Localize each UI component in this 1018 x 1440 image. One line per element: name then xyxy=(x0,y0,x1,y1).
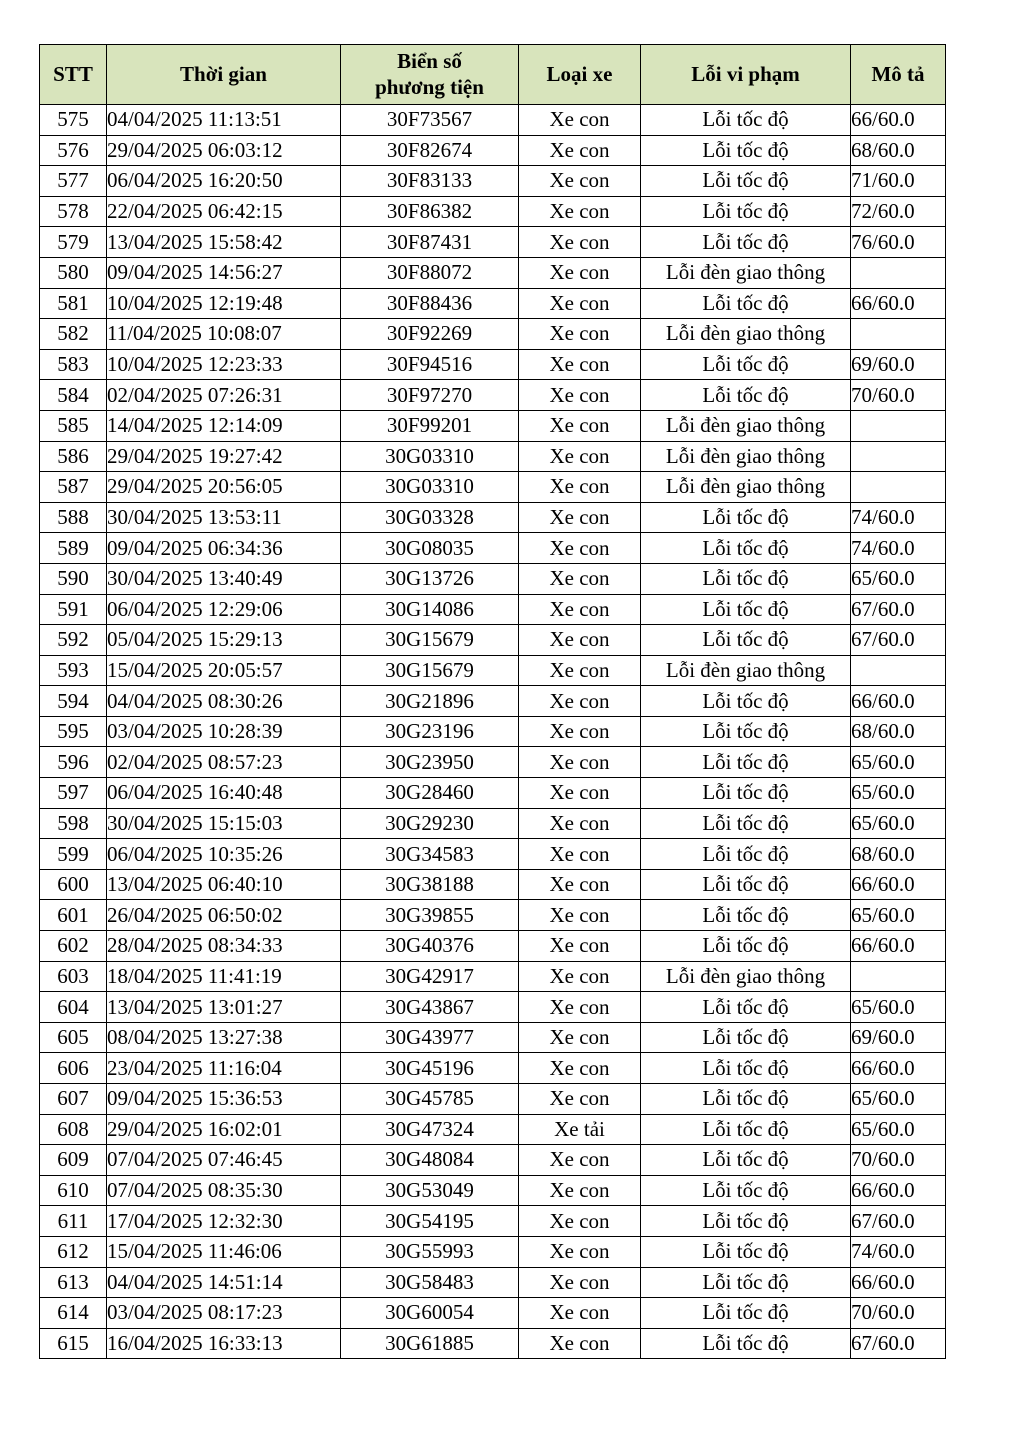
table-row xyxy=(40,380,946,411)
header-plate xyxy=(341,45,519,105)
cell-vehicle-type: Xe con xyxy=(519,105,641,136)
cell-violation: Lỗi tốc độ xyxy=(641,716,851,747)
cell-description: 70/60.0 xyxy=(851,1298,946,1329)
cell-description: 70/60.0 xyxy=(851,380,946,411)
cell-description: 65/60.0 xyxy=(851,1084,946,1115)
cell-description: 69/60.0 xyxy=(851,349,946,380)
cell-violation: Lỗi tốc độ xyxy=(641,196,851,227)
cell-vehicle-type: Xe con xyxy=(519,533,641,564)
table-row xyxy=(40,1022,946,1053)
table-row xyxy=(40,441,946,472)
cell-time: 04/04/2025 08:30:26 xyxy=(107,686,341,717)
cell-stt: 595 xyxy=(40,716,107,747)
cell-violation: Lỗi tốc độ xyxy=(641,778,851,809)
cell-time: 23/04/2025 11:16:04 xyxy=(107,1053,341,1084)
cell-time: 30/04/2025 15:15:03 xyxy=(107,808,341,839)
cell-description: 65/60.0 xyxy=(851,1114,946,1145)
cell-time: 15/04/2025 11:46:06 xyxy=(107,1236,341,1267)
table-row xyxy=(40,196,946,227)
table-row xyxy=(40,778,946,809)
cell-plate: 30G15679 xyxy=(341,655,519,686)
cell-stt: 580 xyxy=(40,257,107,288)
cell-violation: Lỗi tốc độ xyxy=(641,135,851,166)
cell-time: 09/04/2025 15:36:53 xyxy=(107,1084,341,1115)
header-stt: STT xyxy=(40,45,107,105)
cell-stt: 611 xyxy=(40,1206,107,1237)
cell-vehicle-type: Xe con xyxy=(519,1175,641,1206)
cell-plate: 30G23196 xyxy=(341,716,519,747)
table-row xyxy=(40,655,946,686)
cell-time: 29/04/2025 16:02:01 xyxy=(107,1114,341,1145)
table-row xyxy=(40,257,946,288)
cell-stt: 582 xyxy=(40,319,107,350)
cell-vehicle-type: Xe con xyxy=(519,227,641,258)
cell-time: 17/04/2025 12:32:30 xyxy=(107,1206,341,1237)
cell-violation: Lỗi tốc độ xyxy=(641,349,851,380)
cell-description xyxy=(851,319,946,350)
cell-plate: 30F73567 xyxy=(341,105,519,136)
table-row xyxy=(40,410,946,441)
cell-stt: 581 xyxy=(40,288,107,319)
cell-violation: Lỗi tốc độ xyxy=(641,1175,851,1206)
table-row xyxy=(40,105,946,136)
header-description: Mô tả xyxy=(851,45,946,105)
cell-plate: 30G47324 xyxy=(341,1114,519,1145)
cell-violation: Lỗi đèn giao thông xyxy=(641,319,851,350)
cell-description: 66/60.0 xyxy=(851,105,946,136)
cell-vehicle-type: Xe con xyxy=(519,594,641,625)
cell-description: 66/60.0 xyxy=(851,869,946,900)
cell-time: 26/04/2025 06:50:02 xyxy=(107,900,341,931)
cell-vehicle-type: Xe con xyxy=(519,166,641,197)
header-time: Thời gian xyxy=(107,45,341,105)
cell-vehicle-type: Xe con xyxy=(519,349,641,380)
cell-description: 65/60.0 xyxy=(851,900,946,931)
cell-description: 67/60.0 xyxy=(851,625,946,656)
cell-plate: 30F87431 xyxy=(341,227,519,258)
cell-violation: Lỗi tốc độ xyxy=(641,1267,851,1298)
cell-time: 07/04/2025 08:35:30 xyxy=(107,1175,341,1206)
cell-time: 13/04/2025 15:58:42 xyxy=(107,227,341,258)
cell-violation: Lỗi tốc độ xyxy=(641,1206,851,1237)
cell-vehicle-type: Xe con xyxy=(519,1267,641,1298)
table-body xyxy=(40,105,946,1359)
cell-stt: 602 xyxy=(40,931,107,962)
cell-vehicle-type: Xe con xyxy=(519,1206,641,1237)
cell-violation: Lỗi đèn giao thông xyxy=(641,655,851,686)
cell-plate: 30G55993 xyxy=(341,1236,519,1267)
cell-stt: 614 xyxy=(40,1298,107,1329)
table-row xyxy=(40,1114,946,1145)
table-row xyxy=(40,166,946,197)
cell-violation: Lỗi tốc độ xyxy=(641,686,851,717)
cell-violation: Lỗi tốc độ xyxy=(641,1053,851,1084)
cell-plate: 30F97270 xyxy=(341,380,519,411)
cell-plate: 30G03310 xyxy=(341,472,519,503)
cell-time: 07/04/2025 07:46:45 xyxy=(107,1145,341,1176)
cell-vehicle-type: Xe con xyxy=(519,288,641,319)
cell-stt: 605 xyxy=(40,1022,107,1053)
table-row xyxy=(40,563,946,594)
cell-violation: Lỗi tốc độ xyxy=(641,992,851,1023)
cell-description: 71/60.0 xyxy=(851,166,946,197)
cell-description xyxy=(851,257,946,288)
cell-plate: 30F86382 xyxy=(341,196,519,227)
header-plate-line1: Biển số xyxy=(397,49,462,74)
cell-description: 76/60.0 xyxy=(851,227,946,258)
cell-description: 74/60.0 xyxy=(851,1236,946,1267)
table-row xyxy=(40,747,946,778)
header-row xyxy=(40,45,946,105)
cell-plate: 30G28460 xyxy=(341,778,519,809)
cell-time: 15/04/2025 20:05:57 xyxy=(107,655,341,686)
cell-time: 06/04/2025 12:29:06 xyxy=(107,594,341,625)
cell-plate: 30G14086 xyxy=(341,594,519,625)
cell-vehicle-type: Xe con xyxy=(519,808,641,839)
cell-violation: Lỗi tốc độ xyxy=(641,166,851,197)
cell-description: 67/60.0 xyxy=(851,594,946,625)
cell-vehicle-type: Xe con xyxy=(519,1298,641,1329)
cell-description: 65/60.0 xyxy=(851,747,946,778)
cell-description: 68/60.0 xyxy=(851,135,946,166)
cell-description xyxy=(851,655,946,686)
cell-violation: Lỗi tốc độ xyxy=(641,1114,851,1145)
cell-vehicle-type: Xe con xyxy=(519,625,641,656)
cell-time: 13/04/2025 06:40:10 xyxy=(107,869,341,900)
cell-vehicle-type: Xe con xyxy=(519,563,641,594)
cell-vehicle-type: Xe con xyxy=(519,257,641,288)
table-row xyxy=(40,869,946,900)
cell-stt: 597 xyxy=(40,778,107,809)
cell-plate: 30G54195 xyxy=(341,1206,519,1237)
table-row xyxy=(40,1236,946,1267)
cell-plate: 30G15679 xyxy=(341,625,519,656)
table-row xyxy=(40,1298,946,1329)
cell-stt: 600 xyxy=(40,869,107,900)
violations-table xyxy=(39,44,946,1359)
cell-time: 30/04/2025 13:40:49 xyxy=(107,563,341,594)
cell-stt: 591 xyxy=(40,594,107,625)
table-row xyxy=(40,349,946,380)
cell-violation: Lỗi tốc độ xyxy=(641,1328,851,1359)
cell-description: 67/60.0 xyxy=(851,1328,946,1359)
cell-violation: Lỗi tốc độ xyxy=(641,869,851,900)
cell-description xyxy=(851,472,946,503)
cell-plate: 30G42917 xyxy=(341,961,519,992)
table-row xyxy=(40,625,946,656)
cell-vehicle-type: Xe con xyxy=(519,1053,641,1084)
table-row xyxy=(40,288,946,319)
cell-plate: 30G43867 xyxy=(341,992,519,1023)
cell-time: 29/04/2025 20:56:05 xyxy=(107,472,341,503)
cell-plate: 30G53049 xyxy=(341,1175,519,1206)
cell-plate: 30G13726 xyxy=(341,563,519,594)
table-row xyxy=(40,594,946,625)
cell-description xyxy=(851,961,946,992)
cell-plate: 30G48084 xyxy=(341,1145,519,1176)
cell-plate: 30F83133 xyxy=(341,166,519,197)
cell-time: 13/04/2025 13:01:27 xyxy=(107,992,341,1023)
cell-plate: 30G39855 xyxy=(341,900,519,931)
table-row xyxy=(40,319,946,350)
cell-description: 65/60.0 xyxy=(851,563,946,594)
cell-plate: 30G23950 xyxy=(341,747,519,778)
cell-description: 66/60.0 xyxy=(851,288,946,319)
cell-plate: 30G60054 xyxy=(341,1298,519,1329)
cell-description: 74/60.0 xyxy=(851,533,946,564)
cell-stt: 579 xyxy=(40,227,107,258)
cell-stt: 577 xyxy=(40,166,107,197)
cell-vehicle-type: Xe con xyxy=(519,778,641,809)
cell-stt: 594 xyxy=(40,686,107,717)
cell-description: 72/60.0 xyxy=(851,196,946,227)
cell-plate: 30G08035 xyxy=(341,533,519,564)
table-row xyxy=(40,900,946,931)
cell-plate: 30F92269 xyxy=(341,319,519,350)
table-row xyxy=(40,1145,946,1176)
cell-vehicle-type: Xe con xyxy=(519,1084,641,1115)
table-row xyxy=(40,992,946,1023)
cell-stt: 576 xyxy=(40,135,107,166)
cell-vehicle-type: Xe con xyxy=(519,655,641,686)
cell-vehicle-type: Xe con xyxy=(519,319,641,350)
cell-violation: Lỗi đèn giao thông xyxy=(641,441,851,472)
cell-description: 70/60.0 xyxy=(851,1145,946,1176)
cell-violation: Lỗi tốc độ xyxy=(641,1145,851,1176)
table-row xyxy=(40,1084,946,1115)
cell-time: 30/04/2025 13:53:11 xyxy=(107,502,341,533)
cell-violation: Lỗi đèn giao thông xyxy=(641,410,851,441)
cell-violation: Lỗi tốc độ xyxy=(641,1084,851,1115)
cell-description xyxy=(851,410,946,441)
header-violation: Lỗi vi phạm xyxy=(641,45,851,105)
cell-violation: Lỗi tốc độ xyxy=(641,625,851,656)
table-row xyxy=(40,931,946,962)
cell-vehicle-type: Xe con xyxy=(519,1022,641,1053)
cell-vehicle-type: Xe con xyxy=(519,900,641,931)
cell-stt: 585 xyxy=(40,410,107,441)
cell-time: 04/04/2025 11:13:51 xyxy=(107,105,341,136)
table-row xyxy=(40,135,946,166)
cell-time: 16/04/2025 16:33:13 xyxy=(107,1328,341,1359)
header-vehicle-type: Loại xe xyxy=(519,45,641,105)
cell-plate: 30G40376 xyxy=(341,931,519,962)
cell-vehicle-type: Xe con xyxy=(519,1328,641,1359)
cell-stt: 583 xyxy=(40,349,107,380)
cell-description: 66/60.0 xyxy=(851,1053,946,1084)
cell-stt: 588 xyxy=(40,502,107,533)
cell-vehicle-type: Xe con xyxy=(519,931,641,962)
cell-vehicle-type: Xe con xyxy=(519,410,641,441)
cell-time: 18/04/2025 11:41:19 xyxy=(107,961,341,992)
cell-violation: Lỗi tốc độ xyxy=(641,288,851,319)
cell-vehicle-type: Xe con xyxy=(519,1145,641,1176)
cell-vehicle-type: Xe con xyxy=(519,1236,641,1267)
cell-description: 69/60.0 xyxy=(851,1022,946,1053)
cell-violation: Lỗi tốc độ xyxy=(641,1298,851,1329)
cell-vehicle-type: Xe con xyxy=(519,686,641,717)
cell-stt: 604 xyxy=(40,992,107,1023)
cell-stt: 609 xyxy=(40,1145,107,1176)
cell-plate: 30G45785 xyxy=(341,1084,519,1115)
cell-description: 68/60.0 xyxy=(851,839,946,870)
cell-plate: 30G61885 xyxy=(341,1328,519,1359)
cell-time: 08/04/2025 13:27:38 xyxy=(107,1022,341,1053)
cell-description: 74/60.0 xyxy=(851,502,946,533)
cell-stt: 587 xyxy=(40,472,107,503)
cell-violation: Lỗi đèn giao thông xyxy=(641,257,851,288)
cell-violation: Lỗi tốc độ xyxy=(641,1022,851,1053)
cell-time: 29/04/2025 19:27:42 xyxy=(107,441,341,472)
cell-vehicle-type: Xe con xyxy=(519,380,641,411)
table-row xyxy=(40,808,946,839)
table-row xyxy=(40,1328,946,1359)
table-row xyxy=(40,533,946,564)
cell-stt: 575 xyxy=(40,105,107,136)
cell-description: 65/60.0 xyxy=(851,992,946,1023)
cell-stt: 578 xyxy=(40,196,107,227)
cell-description: 66/60.0 xyxy=(851,1267,946,1298)
cell-time: 02/04/2025 07:26:31 xyxy=(107,380,341,411)
cell-vehicle-type: Xe con xyxy=(519,839,641,870)
cell-violation: Lỗi tốc độ xyxy=(641,502,851,533)
table-header xyxy=(40,45,946,105)
cell-description: 66/60.0 xyxy=(851,686,946,717)
cell-description: 66/60.0 xyxy=(851,1175,946,1206)
cell-violation: Lỗi tốc độ xyxy=(641,1236,851,1267)
cell-description: 67/60.0 xyxy=(851,1206,946,1237)
cell-violation: Lỗi đèn giao thông xyxy=(641,472,851,503)
cell-vehicle-type: Xe tải xyxy=(519,1114,641,1145)
cell-time: 09/04/2025 14:56:27 xyxy=(107,257,341,288)
table-row xyxy=(40,716,946,747)
cell-violation: Lỗi tốc độ xyxy=(641,563,851,594)
cell-plate: 30G29230 xyxy=(341,808,519,839)
cell-time: 09/04/2025 06:34:36 xyxy=(107,533,341,564)
cell-plate: 30G38188 xyxy=(341,869,519,900)
cell-plate: 30G03328 xyxy=(341,502,519,533)
cell-violation: Lỗi tốc độ xyxy=(641,533,851,564)
cell-stt: 593 xyxy=(40,655,107,686)
cell-description: 68/60.0 xyxy=(851,716,946,747)
cell-time: 02/04/2025 08:57:23 xyxy=(107,747,341,778)
table-row xyxy=(40,227,946,258)
cell-plate: 30F88436 xyxy=(341,288,519,319)
cell-stt: 589 xyxy=(40,533,107,564)
cell-plate: 30F88072 xyxy=(341,257,519,288)
table-row xyxy=(40,839,946,870)
cell-stt: 592 xyxy=(40,625,107,656)
cell-violation: Lỗi tốc độ xyxy=(641,839,851,870)
cell-description: 66/60.0 xyxy=(851,931,946,962)
cell-plate: 30G34583 xyxy=(341,839,519,870)
cell-stt: 586 xyxy=(40,441,107,472)
cell-vehicle-type: Xe con xyxy=(519,502,641,533)
cell-stt: 608 xyxy=(40,1114,107,1145)
cell-violation: Lỗi tốc độ xyxy=(641,594,851,625)
cell-vehicle-type: Xe con xyxy=(519,716,641,747)
cell-stt: 603 xyxy=(40,961,107,992)
cell-vehicle-type: Xe con xyxy=(519,961,641,992)
table-row xyxy=(40,961,946,992)
table-row xyxy=(40,1175,946,1206)
cell-time: 11/04/2025 10:08:07 xyxy=(107,319,341,350)
cell-violation: Lỗi tốc độ xyxy=(641,105,851,136)
cell-violation: Lỗi tốc độ xyxy=(641,931,851,962)
cell-description: 65/60.0 xyxy=(851,778,946,809)
cell-time: 10/04/2025 12:19:48 xyxy=(107,288,341,319)
cell-stt: 607 xyxy=(40,1084,107,1115)
table-row xyxy=(40,1053,946,1084)
cell-time: 03/04/2025 08:17:23 xyxy=(107,1298,341,1329)
table-row xyxy=(40,472,946,503)
cell-description xyxy=(851,441,946,472)
cell-plate: 30F94516 xyxy=(341,349,519,380)
cell-vehicle-type: Xe con xyxy=(519,135,641,166)
cell-time: 03/04/2025 10:28:39 xyxy=(107,716,341,747)
cell-violation: Lỗi tốc độ xyxy=(641,227,851,258)
table-row xyxy=(40,1206,946,1237)
cell-violation: Lỗi tốc độ xyxy=(641,747,851,778)
cell-vehicle-type: Xe con xyxy=(519,747,641,778)
cell-stt: 601 xyxy=(40,900,107,931)
cell-violation: Lỗi tốc độ xyxy=(641,380,851,411)
cell-violation: Lỗi đèn giao thông xyxy=(641,961,851,992)
cell-time: 10/04/2025 12:23:33 xyxy=(107,349,341,380)
cell-vehicle-type: Xe con xyxy=(519,992,641,1023)
table-row xyxy=(40,1267,946,1298)
cell-time: 28/04/2025 08:34:33 xyxy=(107,931,341,962)
cell-vehicle-type: Xe con xyxy=(519,196,641,227)
table-row xyxy=(40,686,946,717)
cell-stt: 599 xyxy=(40,839,107,870)
cell-plate: 30G03310 xyxy=(341,441,519,472)
cell-description: 65/60.0 xyxy=(851,808,946,839)
cell-time: 29/04/2025 06:03:12 xyxy=(107,135,341,166)
cell-time: 04/04/2025 14:51:14 xyxy=(107,1267,341,1298)
cell-stt: 596 xyxy=(40,747,107,778)
cell-plate: 30G58483 xyxy=(341,1267,519,1298)
cell-stt: 584 xyxy=(40,380,107,411)
cell-time: 14/04/2025 12:14:09 xyxy=(107,410,341,441)
cell-stt: 612 xyxy=(40,1236,107,1267)
table-row xyxy=(40,502,946,533)
cell-plate: 30G43977 xyxy=(341,1022,519,1053)
cell-plate: 30G45196 xyxy=(341,1053,519,1084)
cell-vehicle-type: Xe con xyxy=(519,472,641,503)
cell-stt: 610 xyxy=(40,1175,107,1206)
cell-stt: 606 xyxy=(40,1053,107,1084)
cell-time: 06/04/2025 16:40:48 xyxy=(107,778,341,809)
cell-stt: 615 xyxy=(40,1328,107,1359)
cell-violation: Lỗi tốc độ xyxy=(641,808,851,839)
cell-time: 06/04/2025 10:35:26 xyxy=(107,839,341,870)
cell-stt: 598 xyxy=(40,808,107,839)
cell-plate: 30F99201 xyxy=(341,410,519,441)
cell-plate: 30G21896 xyxy=(341,686,519,717)
cell-time: 22/04/2025 06:42:15 xyxy=(107,196,341,227)
cell-stt: 590 xyxy=(40,563,107,594)
cell-plate: 30F82674 xyxy=(341,135,519,166)
cell-vehicle-type: Xe con xyxy=(519,869,641,900)
header-plate-line2: phương tiện xyxy=(375,74,484,99)
cell-vehicle-type: Xe con xyxy=(519,441,641,472)
cell-time: 06/04/2025 16:20:50 xyxy=(107,166,341,197)
cell-stt: 613 xyxy=(40,1267,107,1298)
cell-violation: Lỗi tốc độ xyxy=(641,900,851,931)
cell-time: 05/04/2025 15:29:13 xyxy=(107,625,341,656)
